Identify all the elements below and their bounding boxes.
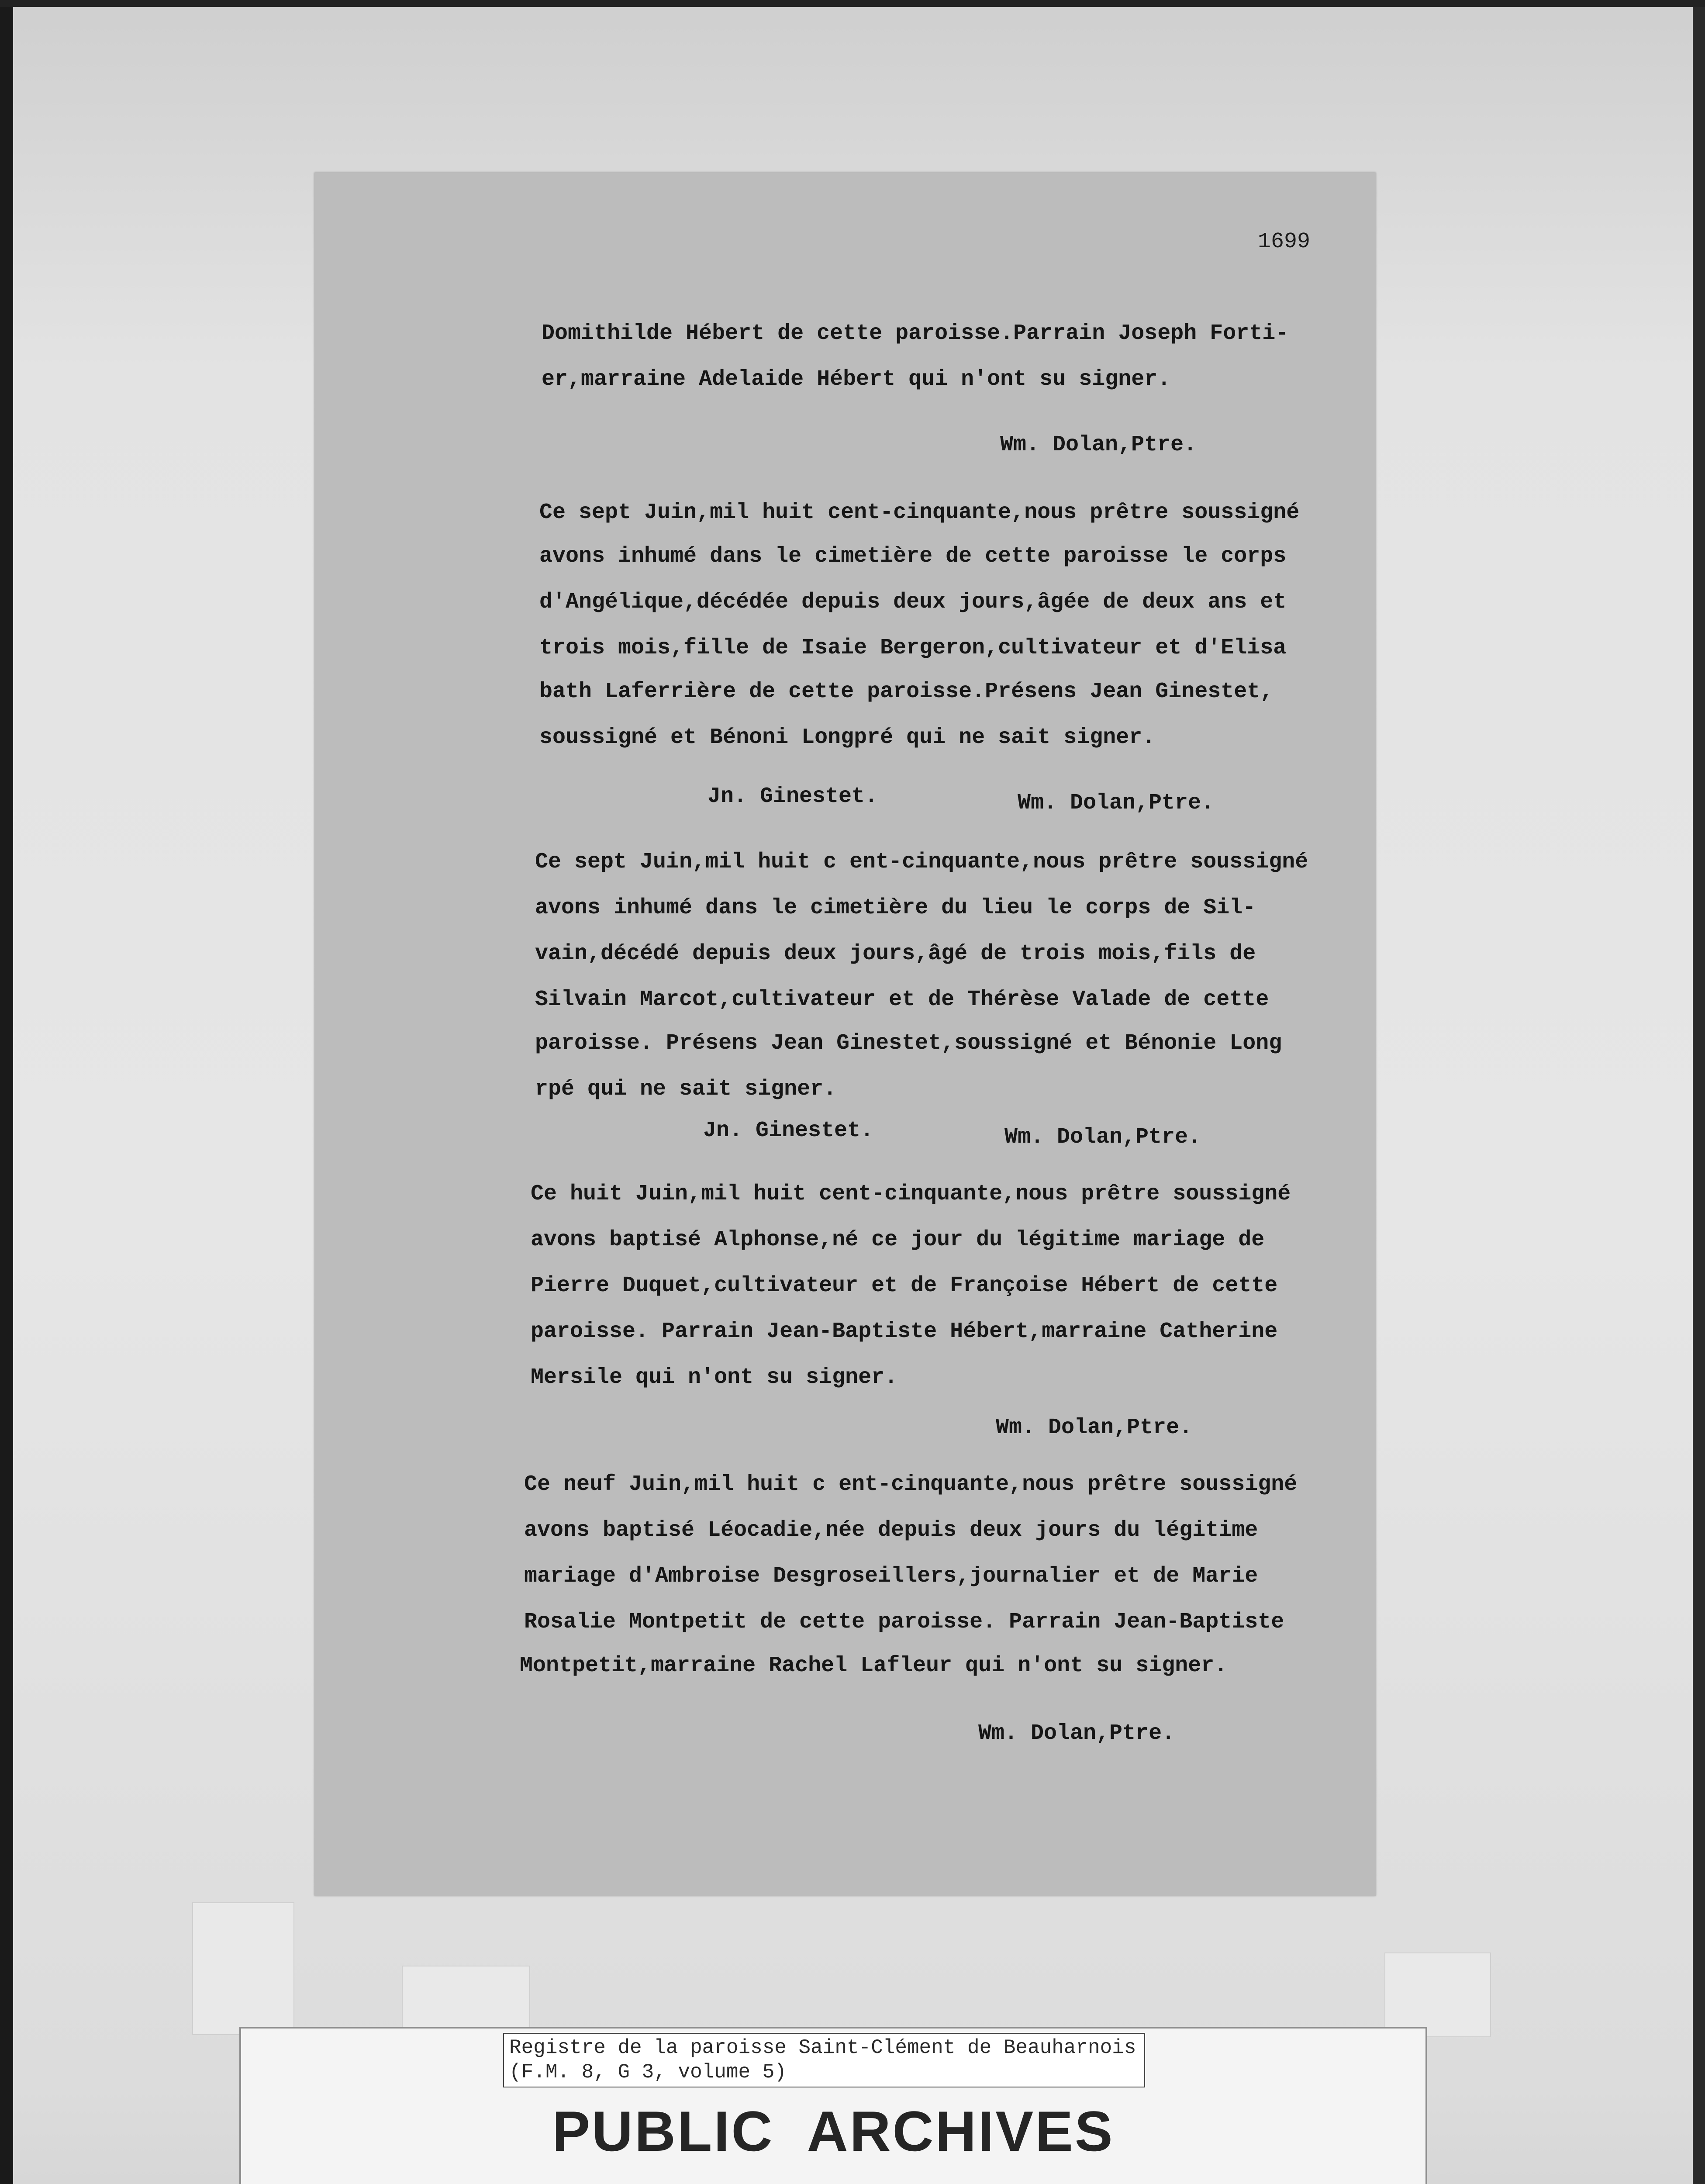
priest-signature: Wm. Dolan,Ptre. [996, 1415, 1193, 1440]
text-line: bath Laferrière de cette paroisse.Présens Jean Ginestet, [539, 679, 1274, 704]
text-line: d'Angélique,décédée depuis deux jours,âgée de deux ans et [539, 590, 1287, 615]
text-line: Rosalie Montpetit de cette paroisse. Parrain Jean-Baptiste [524, 1610, 1284, 1635]
witness-signature: Jn. Ginestet. [703, 1118, 874, 1143]
register-title: Registre de la paroisse Saint-Clément de Beauharnois [509, 2036, 1136, 2059]
text-line: avons inhumé dans le cimetière du lieu le corps de Sil- [535, 895, 1256, 920]
register-page [314, 173, 1376, 1896]
text-line: vain,décédé depuis deux jours,âgé de trois mois,fils de [535, 941, 1256, 966]
text-line: paroisse. Présens Jean Ginestet,soussigné et Bénonie Long [535, 1031, 1282, 1056]
text-line: paroisse. Parrain Jean-Baptiste Hébert,marraine Catherine [531, 1319, 1278, 1344]
register-reference: (F.M. 8, G 3, volume 5) [509, 2061, 787, 2084]
text-line: avons inhumé dans le cimetière de cette paroisse le corps [539, 544, 1287, 569]
text-line: mariage d'Ambroise Desgroseillers,journalier et de Marie [524, 1564, 1258, 1589]
text-line: er,marraine Adelaide Hébert qui n'ont su signer. [542, 367, 1171, 392]
text-line: Mersile qui n'ont su signer. [531, 1365, 898, 1390]
priest-signature: Wm. Dolan,Ptre. [1000, 432, 1197, 457]
text-line: Silvain Marcot,cultivateur et de Thérèse Valade de cette [535, 987, 1269, 1012]
text-line: soussigné et Bénoni Longpré qui ne sait signer. [539, 725, 1156, 750]
text-line: Ce sept Juin,mil huit c ent-cinquante,nous prêtre soussigné [535, 850, 1308, 874]
reference-strip [503, 2033, 1145, 2087]
text-line: Montpetit,marraine Rachel Lafleur qui n'ont su signer. [520, 1653, 1228, 1678]
text-line: Domithilde Hébert de cette paroisse.Parrain Joseph Forti- [542, 321, 1289, 346]
text-line: Ce neuf Juin,mil huit c ent-cinquante,nous prêtre soussigné [524, 1472, 1298, 1497]
tape-strip [1384, 1952, 1491, 2037]
priest-signature: Wm. Dolan,Ptre. [1018, 791, 1215, 816]
text-line: avons baptisé Léocadie,née depuis deux jours du légitime [524, 1518, 1258, 1543]
page-number: 1699 [1257, 229, 1310, 254]
text-line: avons baptisé Alphonse,né ce jour du légitime mariage de [531, 1227, 1265, 1252]
text-line: Pierre Duquet,cultivateur et de Françoise Hébert de cette [531, 1273, 1278, 1298]
film-frame-top [0, 0, 1705, 7]
priest-signature: Wm. Dolan,Ptre. [978, 1721, 1175, 1746]
text-line: Ce huit Juin,mil huit cent-cinquante,nous prêtre soussigné [531, 1182, 1291, 1206]
witness-signature: Jn. Ginestet. [708, 784, 878, 809]
text-line: rpé qui ne sait signer. [535, 1077, 837, 1102]
text-line: trois mois,fille de Isaie Bergeron,cultivateur et d'Elisa [539, 636, 1287, 660]
priest-signature: Wm. Dolan,Ptre. [1004, 1125, 1201, 1150]
tape-strip [192, 1902, 294, 2035]
stamp-public-archives: PUBLIC ARCHIVES [552, 2099, 1115, 2163]
text-line: Ce sept Juin,mil huit cent-cinquante,nous prêtre soussigné [539, 500, 1300, 525]
archives-label-card [239, 2027, 1427, 2184]
